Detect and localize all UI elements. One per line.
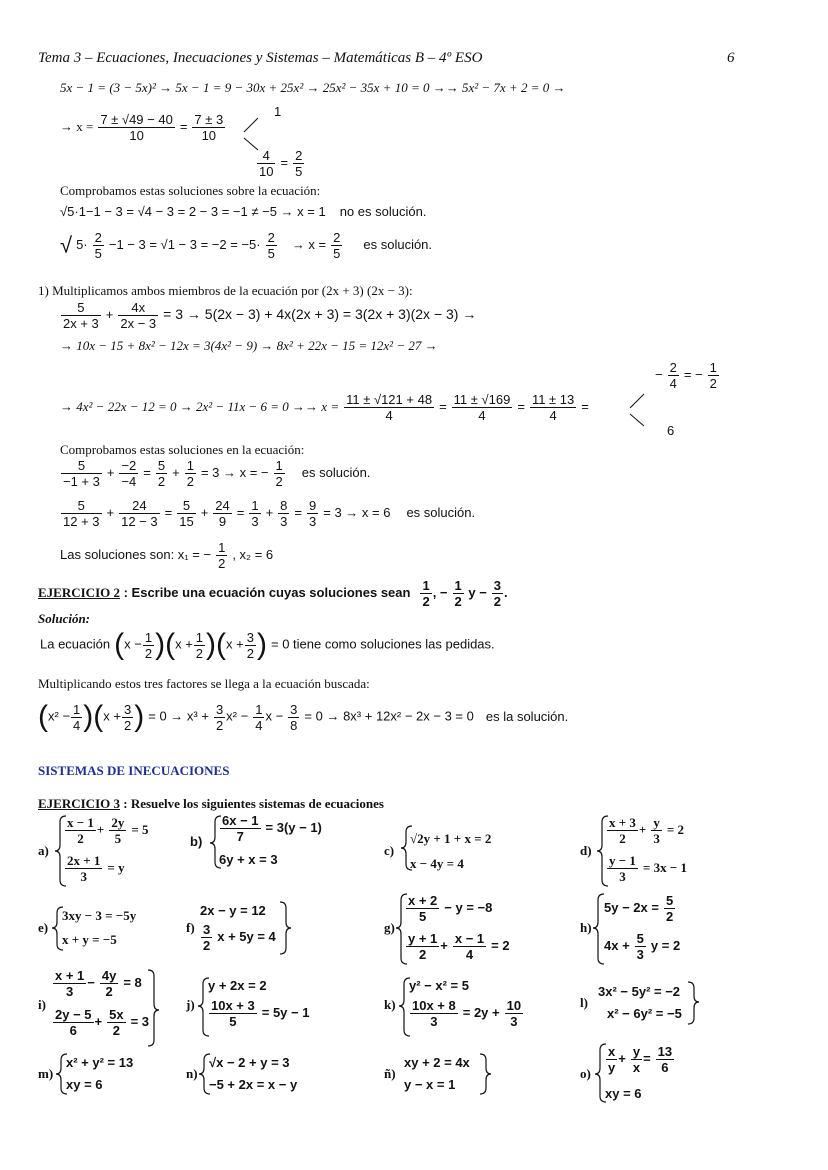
- check-expression: 5·: [76, 237, 88, 253]
- fraction: [220, 813, 261, 844]
- fraction-num: 1: [73, 701, 81, 717]
- fraction: [65, 853, 102, 884]
- system-c-eq1: √2y + 1 + x = 2: [410, 831, 492, 846]
- system-c-eq2: x − 4y = 4: [410, 856, 464, 871]
- paren-open: (: [38, 700, 48, 733]
- equation-result: es la solución.: [485, 708, 569, 724]
- fraction-den: y: [608, 1060, 616, 1075]
- separator: , −: [432, 585, 448, 601]
- paren-close: ): [134, 700, 145, 733]
- fraction-num: 11 ± √121 + 48: [346, 392, 433, 407]
- fraction-num: 1: [422, 578, 430, 593]
- fraction-den: 2: [665, 909, 674, 924]
- minus: −: [655, 367, 663, 383]
- fraction-den: 3: [619, 869, 626, 884]
- fraction-den: −1 + 3: [63, 474, 100, 489]
- system-i-eq2: $\frac{2y - 5}{6}$ + $\frac{5x}{2}$ = 3: [55, 1007, 150, 1038]
- system-m-eq1: x² + y² = 13: [66, 1055, 134, 1070]
- fraction-den: 3: [510, 1014, 518, 1029]
- fraction-den: 2: [422, 594, 430, 609]
- fraction-den: 2: [619, 831, 626, 846]
- system-d-label: d): [580, 843, 592, 858]
- fraction-num: 9: [309, 498, 317, 513]
- fraction: [209, 998, 257, 1029]
- system-j-label: j): [186, 997, 195, 1012]
- system-a-eq1: $\frac{x - 1}{2}$ + $\frac{2y}{5}$ = 5: [67, 815, 149, 846]
- equals: =: [143, 465, 151, 481]
- fraction-den: x: [632, 1060, 641, 1075]
- check-result: no es solución.: [339, 204, 427, 219]
- system-b-eq2: 6y + x = 3: [219, 852, 278, 867]
- plus: +: [172, 465, 180, 481]
- derivation-text: → 4x² − 22x − 12 = 0 → 2x² − 11x − 6 = 0 →→ x =: [60, 399, 340, 415]
- system-b-eq1: [219, 813, 322, 844]
- exercise-label: EJERCICIO 2: [38, 585, 120, 601]
- fraction-den: 3: [280, 514, 288, 529]
- equation-rest: = 3: [130, 1014, 150, 1030]
- system-h-eq1: [604, 893, 676, 924]
- check-result: es solución.: [406, 505, 476, 521]
- plus: +: [105, 307, 114, 323]
- system-l-label: l): [580, 995, 588, 1010]
- fraction-num: x + 2: [408, 893, 438, 908]
- fraction-num: 2y: [111, 815, 125, 830]
- fraction-num: 1: [218, 540, 226, 555]
- fraction-num: 5: [157, 458, 166, 473]
- fraction-num: 5: [61, 498, 102, 514]
- fraction-num: 7 ± 3: [194, 112, 224, 127]
- equals: =: [294, 505, 302, 521]
- plus: +: [200, 505, 209, 521]
- equation-intro: La ecuación: [40, 636, 111, 652]
- paren-close: ): [83, 700, 94, 733]
- fraction-den: 5: [114, 831, 122, 846]
- equation-part: = 2y +: [462, 1005, 500, 1021]
- solution-label: Solución:: [38, 611, 91, 626]
- fraction-den: 2: [454, 594, 462, 609]
- equation-rest: y = 2: [650, 938, 681, 954]
- system-g-label: g): [384, 920, 395, 935]
- equation-part: x² −: [226, 708, 249, 724]
- system-m-eq2: xy = 6: [66, 1077, 103, 1092]
- system-e-label: e): [38, 920, 49, 935]
- check-result: es solución.: [301, 465, 371, 481]
- fraction-num: y + 1: [408, 931, 438, 946]
- fraction: [107, 1007, 125, 1038]
- plus: +: [265, 505, 274, 521]
- fraction-den: 6: [661, 1060, 669, 1075]
- factor: x +: [226, 636, 244, 652]
- fraction: [201, 922, 212, 953]
- fraction-num: 10x + 8: [412, 998, 456, 1013]
- system-d-eq1: $\frac{x + 3}{2}$ + $\frac{y}{3}$ = 2: [609, 815, 685, 846]
- system-o-label: o): [580, 1066, 591, 1081]
- fraction-num: 1: [251, 498, 259, 513]
- system-i-eq1: $\frac{x + 1}{3}$ − $\frac{4y}{2}$ = 8: [55, 968, 142, 999]
- fraction-num: −2: [121, 458, 137, 473]
- factor: x −: [124, 636, 142, 652]
- paren-close: ): [256, 628, 267, 661]
- equation-rest: = 8: [123, 975, 142, 991]
- system-j-eq1: y + 2x = 2: [208, 978, 267, 993]
- fraction-den: 10: [259, 164, 274, 179]
- equation-rest: = 3(y − 1): [265, 820, 322, 836]
- system-n-eq2: −5 + 2x = x − y: [209, 1077, 298, 1092]
- fraction-den: 2: [105, 984, 113, 999]
- system-h-label: h): [580, 920, 592, 935]
- fraction-den: 4: [478, 408, 486, 423]
- fraction-den: 2: [493, 594, 502, 609]
- fraction-num: 10: [506, 998, 522, 1013]
- fraction-num: 4x: [118, 300, 158, 316]
- system-e-eq2: x + y = −5: [62, 932, 117, 947]
- system-o-eq1: $\frac{x}{y}$ + $\frac{y}{x}$ = $\frac{13}{6}$: [608, 1044, 673, 1075]
- fraction-num: 2: [333, 230, 341, 245]
- fraction: [406, 931, 439, 962]
- system-m-label: m): [38, 1066, 54, 1081]
- fraction-num: x + 3: [609, 815, 636, 830]
- system-f-label: f): [186, 920, 195, 935]
- fraction: [651, 815, 662, 846]
- fraction-den: 2: [419, 947, 427, 962]
- system-d-eq2: [606, 853, 687, 884]
- fraction-den: −4: [121, 474, 137, 489]
- fraction-num: 13: [657, 1044, 673, 1059]
- period: .: [504, 585, 508, 601]
- system-g-eq1: [405, 893, 492, 924]
- fraction-num: 2: [669, 360, 677, 375]
- fraction-den: 3: [653, 831, 660, 846]
- equals: =: [179, 119, 188, 135]
- page-header-title: Tema 3 – Ecuaciones, Inecuaciones y Sistemas – Matemáticas B – 4º ESO: [38, 50, 483, 66]
- fraction-num: 1: [709, 360, 717, 375]
- exercise-text: : Resuelve los siguientes sistemas de ecuaciones: [120, 796, 384, 811]
- fraction-den: 2: [195, 645, 204, 661]
- fraction-num: 5: [61, 458, 102, 474]
- fraction-num: y − 1: [609, 853, 636, 868]
- fraction-num: x − 1: [454, 931, 485, 946]
- fraction-num: 3: [215, 701, 224, 717]
- fraction: [505, 998, 523, 1029]
- fraction-den: 4: [255, 717, 263, 733]
- system-l-eq2: x² − 6y² = −5: [607, 1006, 682, 1021]
- fraction-den: 5: [419, 909, 427, 924]
- fraction-den: 4: [385, 408, 393, 423]
- fraction-den: 12 + 3: [63, 514, 100, 529]
- check-intro: Comprobamos estas soluciones en la ecuación:: [60, 442, 305, 457]
- fraction-num: 1: [275, 458, 283, 473]
- system-l-eq1: 3x² − 5y² = −2: [598, 984, 681, 999]
- fraction: [410, 998, 458, 1029]
- fraction-num: 11 ± √169: [453, 392, 511, 407]
- fraction-num: 6x − 1: [222, 813, 259, 828]
- arrow-x: → x =: [291, 237, 327, 253]
- factor: x² −: [48, 708, 71, 724]
- fraction-num: 3: [203, 922, 211, 937]
- fraction-den: 3: [309, 514, 317, 529]
- fraction-num: 11 ± 13: [531, 392, 575, 407]
- fraction-num: 8: [280, 498, 288, 513]
- arrow-x: → x =: [60, 119, 94, 135]
- fraction: [53, 968, 86, 999]
- fraction-den: 2x + 3: [63, 316, 99, 331]
- system-e-eq1: 3xy − 3 = −5y: [62, 908, 137, 923]
- equation-part: x −: [265, 708, 284, 724]
- separator: y −: [464, 585, 487, 601]
- fraction-num: 1: [144, 629, 153, 645]
- fraction-den: 6: [69, 1023, 77, 1038]
- fraction-num: 5: [177, 498, 195, 514]
- equals: =: [517, 399, 525, 415]
- check-expression: = 3 → x = −: [200, 465, 269, 481]
- exercise-label: EJERCICIO 3: [38, 796, 120, 811]
- check-expression: √5·1−1 − 3 = √4 − 3 = 2 − 3 = −1 ≠ −5 → x = 1: [60, 204, 326, 219]
- fraction-num: 5: [665, 893, 674, 908]
- fraction-den: 3: [251, 514, 259, 529]
- fraction-den: 3: [636, 947, 644, 962]
- paren-open: (: [93, 700, 104, 733]
- fraction: [607, 853, 638, 884]
- fraction: [631, 1044, 642, 1075]
- equation-rest: = 3 → 5(2x − 3) + 4x(2x + 3) = 3(2x + 3)(2x − 3) →: [163, 306, 477, 323]
- fraction-num: 2: [267, 230, 275, 245]
- fraction-num: 7 ± √49 − 40: [100, 112, 173, 127]
- exercise-text: : Escribe una ecuación cuyas soluciones sean: [120, 585, 411, 601]
- fraction-num: 24: [215, 498, 230, 513]
- fraction-den: 4: [465, 947, 474, 962]
- fraction: [656, 1044, 674, 1075]
- fraction: [607, 815, 638, 846]
- fraction-num: x + 1: [55, 968, 85, 983]
- equation-part: 4x +: [604, 938, 630, 954]
- derivation-line-2: → 10x − 15 + 8x² − 12x = 3(4x² − 9) → 8x² + 22x − 15 = 12x² − 27 →: [60, 338, 438, 353]
- paren-open: (: [216, 628, 227, 661]
- fraction-den: 2x − 3: [120, 316, 157, 331]
- equation-part: = 0 → 8x³ + 12x² − 2x − 3 = 0: [304, 708, 474, 724]
- fraction-den: 8: [290, 717, 298, 733]
- derivation-line-1: 5x − 1 = (3 − 5x)² → 5x − 1 = 9 − 30x + 25x² → 25x² − 35x + 10 = 0 →→ 5x² − 7x + 2 = 0 →: [60, 80, 566, 95]
- factor: x +: [175, 636, 193, 652]
- system-k-eq2: [409, 998, 524, 1029]
- fraction-den: 5: [229, 1014, 237, 1029]
- system-a-label: a): [38, 843, 49, 858]
- fraction-den: 2: [203, 938, 211, 953]
- multiply-intro: Multiplicando estos tres factores se llega a la ecuación buscada:: [38, 676, 370, 691]
- fraction-num: 5x: [109, 1007, 124, 1022]
- equation-rest: = 2: [491, 938, 510, 954]
- fraction-den: 2: [77, 831, 84, 846]
- fraction-den: 2: [186, 474, 194, 489]
- system-nn-label: ñ): [384, 1066, 396, 1081]
- system-nn-eq1: xy + 2 = 4x: [404, 1055, 470, 1070]
- fraction-den: 10: [201, 128, 217, 143]
- fraction-den: 10: [129, 128, 144, 143]
- fraction-num: 4: [257, 148, 275, 164]
- system-k-label: k): [384, 997, 396, 1012]
- fraction: [406, 893, 439, 924]
- fraction-den: 3: [66, 984, 74, 999]
- fraction-den: 2: [124, 717, 132, 733]
- check-expression: −1 − 3 = √1 − 3 = −2 = −5·: [108, 237, 261, 253]
- fraction: [453, 931, 486, 962]
- solution-value-2: 6: [667, 423, 675, 438]
- fraction-den: 2: [144, 645, 153, 661]
- paren-close: ): [155, 628, 166, 661]
- equation-rest: = 5: [131, 822, 149, 838]
- equals: =: [280, 155, 289, 171]
- fraction-den: 15: [179, 514, 194, 529]
- sqrt-symbol: √: [60, 232, 73, 258]
- equals: =: [164, 505, 173, 521]
- fraction: [606, 1044, 617, 1075]
- equation-rest: = 2: [666, 822, 685, 838]
- system-c-label: c): [384, 843, 395, 858]
- fraction-num: 2: [295, 148, 303, 163]
- fraction-num: 5: [61, 300, 101, 316]
- system-n-label: n): [186, 1066, 198, 1081]
- fraction-den: 2: [215, 717, 224, 733]
- fraction-den: 4: [73, 717, 81, 733]
- system-k-eq1: y² − x² = 5: [409, 978, 469, 993]
- equation-rest: − y = −8: [444, 900, 493, 916]
- fraction-den: 5: [94, 246, 102, 261]
- fraction-num: 10x + 3: [211, 998, 255, 1013]
- system-o-eq2: xy = 6: [605, 1086, 642, 1101]
- fraction-num: 2y − 5: [55, 1007, 92, 1022]
- equation-part: 5y − 2x =: [604, 900, 659, 916]
- fraction-den: 2: [112, 1023, 120, 1038]
- fraction-num: 3: [290, 701, 298, 717]
- paren-close: ): [206, 628, 217, 661]
- fraction-num: 1: [195, 629, 204, 645]
- final-text: Las soluciones son: x₁ = −: [60, 547, 212, 563]
- fraction-num: 1: [454, 578, 462, 593]
- system-f-eq2: [200, 922, 276, 953]
- final-text: , x₂ = 6: [232, 547, 274, 563]
- fraction-num: 4y: [101, 968, 117, 983]
- fraction-den: 12 − 3: [121, 514, 158, 529]
- equals: =: [439, 399, 447, 415]
- check-expression: = 3 → x = 6: [323, 505, 391, 521]
- fraction-den: 2: [157, 474, 166, 489]
- check-intro: Comprobamos estas soluciones sobre la ecuación:: [60, 183, 321, 198]
- fraction-num: y: [653, 815, 660, 830]
- equation-rest: x + 5y = 4: [217, 929, 276, 945]
- fraction-num: 1: [255, 701, 263, 717]
- fraction: [53, 1007, 94, 1038]
- system-j-eq2: [208, 998, 309, 1029]
- fraction-num: y: [632, 1044, 641, 1059]
- fraction-den: 5: [295, 164, 303, 179]
- fraction: [664, 893, 675, 924]
- fraction-den: 3: [80, 869, 87, 884]
- system-nn-eq2: y − x = 1: [404, 1077, 456, 1092]
- fraction-num: x: [608, 1044, 616, 1059]
- fraction-den: 2: [275, 474, 283, 489]
- fraction: [109, 815, 126, 846]
- fraction-num: 1: [186, 458, 194, 473]
- fraction-den: 5: [333, 246, 341, 261]
- part-b-intro: 1) Multiplicamos ambos miembros de la ecuación por (2x + 3) (2x − 3):: [38, 283, 413, 298]
- system-i-label: i): [38, 997, 46, 1012]
- section-title: SISTEMAS DE INECUACIONES: [38, 763, 230, 778]
- fraction-den: 2: [709, 376, 717, 391]
- fraction-num: 5: [636, 931, 644, 946]
- plus: +: [106, 505, 115, 521]
- check-result: es solución.: [363, 237, 433, 253]
- fraction: [100, 968, 118, 999]
- fraction-den: 5: [267, 246, 275, 261]
- fraction-den: 4: [669, 376, 677, 391]
- equation-part: = 0 → x³ +: [148, 708, 209, 724]
- fraction: [65, 815, 96, 846]
- system-g-eq2: $\frac{y + 1}{2}$ + $\frac{x - 1}{4}$ = 2: [408, 931, 510, 962]
- paren-open: (: [114, 628, 125, 661]
- fraction-num: 3: [246, 629, 254, 645]
- fraction-num: x − 1: [67, 815, 94, 830]
- fraction-den: 7: [236, 829, 244, 844]
- fraction-den: 2: [246, 645, 254, 661]
- fraction-den: 9: [218, 514, 227, 529]
- system-a-eq2: [64, 853, 125, 884]
- system-b-label: b): [190, 834, 203, 849]
- equation-rest: = y: [107, 860, 125, 876]
- system-n-eq1: √x − 2 + y = 3: [209, 1055, 290, 1070]
- factor: x +: [103, 708, 121, 724]
- fraction-den: 3: [430, 1014, 438, 1029]
- equals: =: [236, 505, 245, 521]
- equation-rest: = 5y − 1: [261, 1005, 310, 1021]
- solution-value-1: 1: [274, 104, 282, 119]
- fraction-den: 4: [549, 408, 557, 423]
- equals: =: [581, 399, 589, 415]
- fraction-den: 2: [218, 556, 226, 571]
- system-h-eq2: [604, 931, 680, 962]
- fraction-num: 3: [493, 578, 502, 593]
- equation-tail: = 0 tiene como soluciones las pedidas.: [270, 636, 495, 652]
- page-number: 6: [727, 50, 735, 66]
- fraction-num: 2: [94, 230, 102, 245]
- fraction-num: 3: [124, 701, 132, 717]
- equals: = −: [683, 367, 703, 383]
- paren-open: (: [165, 628, 176, 661]
- fraction: [635, 931, 646, 962]
- plus: +: [106, 465, 115, 481]
- equation-rest: = 3x − 1: [642, 860, 687, 876]
- system-f-eq1: 2x − y = 12: [200, 903, 266, 918]
- fraction-num: 24: [119, 498, 160, 514]
- fraction-num: 2x + 1: [67, 853, 101, 868]
